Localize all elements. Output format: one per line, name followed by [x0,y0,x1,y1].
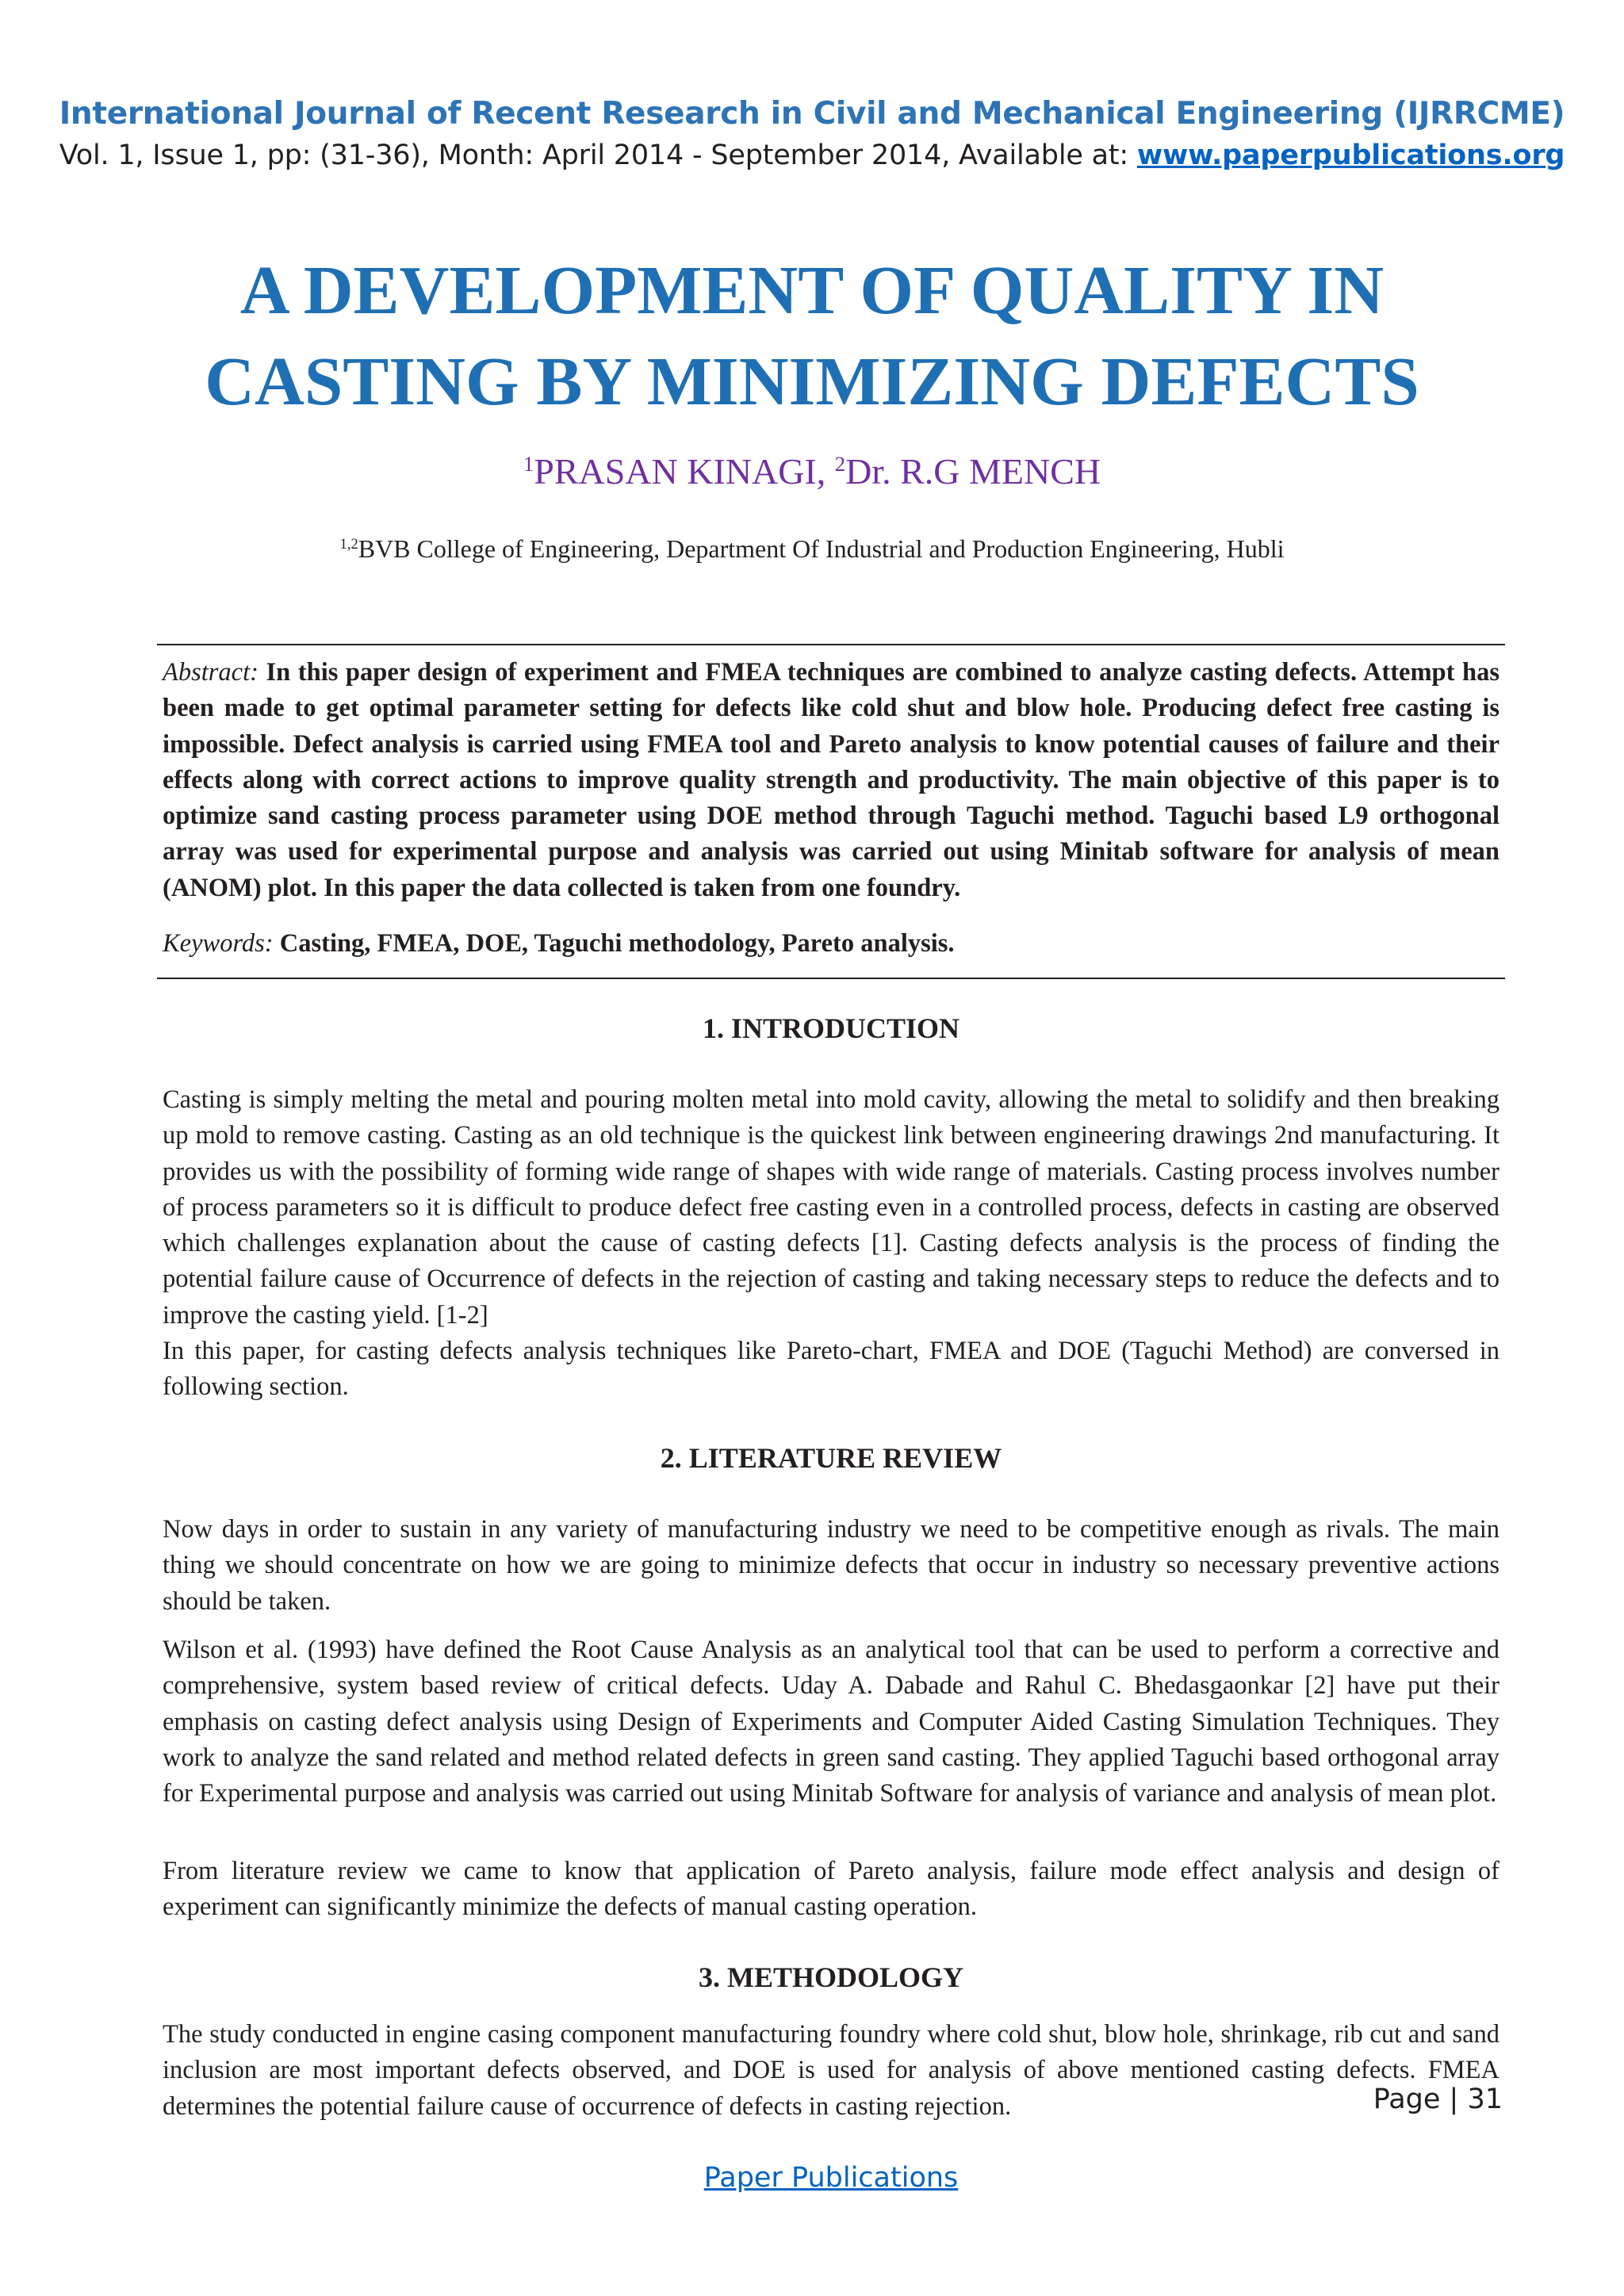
author-2: Dr. R.G MENCH [845,451,1101,492]
intro-paragraph-2: In this paper, for casting defects analysis techniques like Pareto-chart, FMEA and DOE (Taguchi Method) are conversed in following section. [163,1337,1500,1402]
abstract-label: Abstract: [163,658,259,687]
abstract-top-rule [157,644,1505,645]
paper-title [0,244,1624,427]
title-line-2: CASTING BY MINIMIZING DEFECTS [205,342,1419,419]
intro-paragraph-1: Casting is simply melting the metal and pouring molten metal into mold cavity, allowing the metal to solidify and then breaking up mold to remove casting. Casting as an old technique is the quickest link between engineering drawings 2nd manufacturing. It provides us with the possibility of forming wide range of shapes with wide range of materials. Casting process involves number of process parameters so it is difficult to produce defect free casting even in a controlled process, defects in casting are observed which challenges explanation about the cause of casting defects [1]. Casting defects analysis is the process of finding the potential failure cause of Occurrence of defects in the rejection of casting and taking necessary steps to reduce the defects and to improve the casting yield. [1-2] [163,1085,1500,1330]
author-1: PRASAN KINAGI, [534,451,835,492]
affiliation [0,534,1624,564]
keywords-text: Casting, FMEA, DOE, Taguchi methodology, Pareto analysis. [273,929,955,958]
abstract-text: In this paper design of experiment and FMEA techniques are combined to analyze casting defects. Attempt has been made to get optimal parameter setting for defects like cold shut and blow hole. Producing defect free casting is impossible. Defect analysis is carried using FMEA tool and Pareto analysis to know potential causes of failure and their effects along with correct actions to improve quality strength and productivity. The main objective of this paper is to optimize sand casting process parameter using DOE method through Taguchi method. Taguchi based L9 orthogonal array was used for experimental purpose and analysis was carried out using Minitab software for analysis of mean (ANOM) plot. In this paper the data collected is taken from one foundry. [163,658,1500,902]
keywords [163,926,1500,962]
lit-paragraph-2: Wilson et al. (1993) have defined the Root Cause Analysis as an analytical tool that can be used to perform a corrective and comprehensive, system based review of critical defects. Uday A. Dabade and Rahul C. Bhedasgaonkar [2] have put their emphasis on casting defect analysis using Design of Experiments and Computer Aided Casting Simulation Techniques. They work to analyze the sand related and method related defects in green sand casting. They applied Taguchi based orthogonal array for Experimental purpose and analysis was carried out using Minitab Software for analysis of variance and analysis of mean plot. [163,1636,1500,1808]
section-heading-methodology: 3. METHODOLOGY [698,1961,964,1993]
affiliation-superscript: 1,2 [339,535,358,553]
journal-name: International Journal of Recent Research in Civil and Mechanical Engineering (IJRRCME) [59,96,1565,132]
section-heading-literature-review: 2. LITERATURE REVIEW [660,1442,1002,1474]
keywords-label: Keywords: [163,929,274,958]
volume-text: Vol. 1, Issue 1, pp: (31-36), Month: April 2014 - September 2014, Available at: [59,140,1137,171]
method-paragraph-1: The study conducted in engine casing component manufacturing foundry where cold shut, blow hole, shrinkage, rib cut and sand inclusion are most important defects observed, and DOE is used for analysis of above mentioned casting defects. FMEA determines the potential failure cause of occurrence of defects in casting rejection. [163,2020,1500,2121]
abstract [163,655,1500,906]
author-2-superscript: 2 [834,452,846,476]
abstract-bottom-rule [157,978,1505,979]
title-line-1: A DEVELOPMENT OF QUALITY IN [239,251,1385,328]
volume-info [0,140,1624,171]
section-heading-introduction: 1. INTRODUCTION [702,1012,960,1044]
affiliation-text: BVB College of Engineering, Department Of Industrial and Production Engineering, Hubli [358,534,1285,563]
lit-paragraph-3: From literature review we came to know that application of Pareto analysis, failure mode effect analysis and design of experiment can significantly minimize the defects of manual casting operation. [163,1857,1500,1922]
page-number: Page | 31 [1373,2084,1503,2115]
publisher-link[interactable]: Paper Publications [703,2162,959,2194]
authors [0,450,1624,492]
lit-paragraph-1: Now days in order to sustain in any variety of manufacturing industry we need to be competitive enough as rivals. The main thing we should concentrate on how we are going to minimize defects that occur in industry so necessary preventive actions should be taken. [163,1515,1500,1616]
website-link[interactable]: www.paperpublications.org [1136,140,1565,171]
author-1-superscript: 1 [523,452,534,476]
